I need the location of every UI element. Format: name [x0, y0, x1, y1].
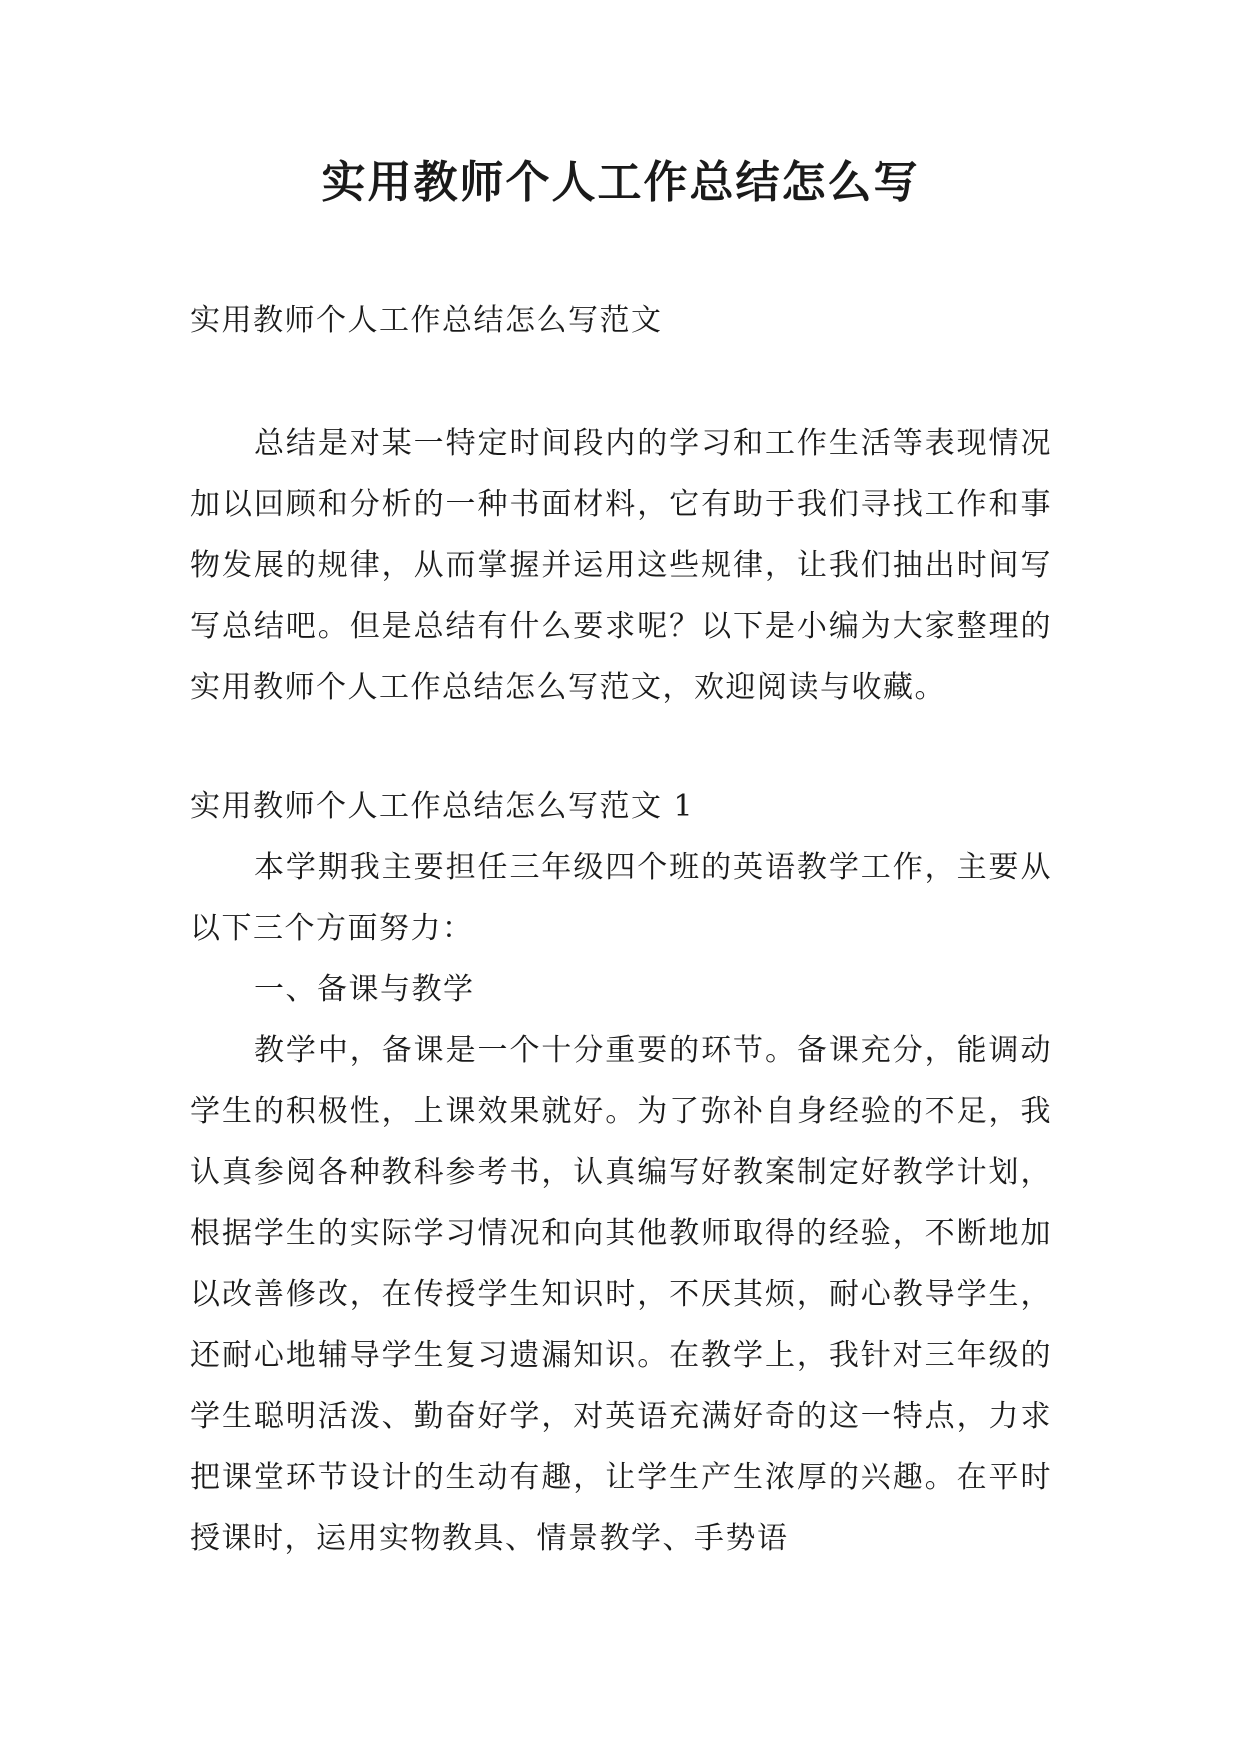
- body-paragraph: 本学期我主要担任三年级四个班的英语教学工作，主要从以下三个方面努力：: [190, 850, 1052, 946]
- document-subtitle: 实用教师个人工作总结怎么写范文: [190, 303, 663, 338]
- document-title: 实用教师个人工作总结怎么写: [321, 157, 920, 208]
- intro-paragraph: 总结是对某一特定时间段内的学习和工作生活等表现情况加以回顾和分析的一种书面材料，它有助于我们寻找工作和事物发展的规律，从而掌握并运用这些规律，让我们抽出时间写写总结吧。但是总结有什么要求呢？以下是小编为大家整理的实用教师个人工作总结怎么写范文，欢迎阅读与收藏。: [190, 426, 1052, 705]
- section-heading: 实用教师个人工作总结怎么写范文 1: [190, 789, 695, 824]
- body-paragraph: 教学中，备课是一个十分重要的环节。备课充分，能调动学生的积极性，上课效果就好。为了弥补自身经验的不足，我认真参阅各种教科参考书，认真编写好教案制定好教学计划，根据学生的实际学习情况和向其他教师取得的经验，不断地加以改善修改，在传授学生知识时，不厌其烦，耐心教导学生，还耐心地辅导学生复习遗漏知识。在教学上，我针对三年级的学生聪明活泼、勤奋好学，对英语充满好奇的这一特点，力求把课堂环节设计的生动有趣，让学生产生浓厚的兴趣。在平时授课时，运用实物教具、情景教学、手势语: [190, 1033, 1052, 1556]
- document-body: [190, 290, 1052, 1569]
- list-item-heading: 一、备课与教学: [254, 972, 475, 1007]
